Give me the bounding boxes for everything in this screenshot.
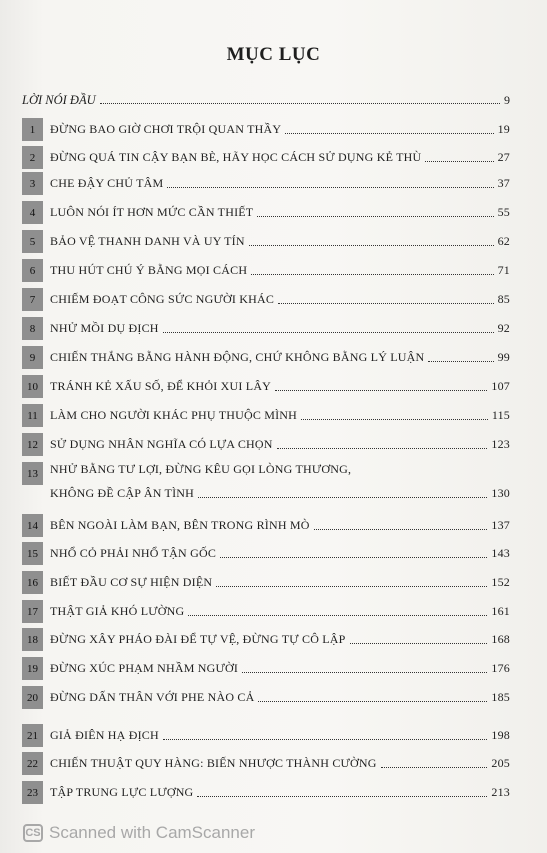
chapter-title: BÊN NGOÀI LÀM BẠN, BÊN TRONG RÌNH MÒ — [50, 518, 310, 532]
dot-leader — [350, 643, 488, 644]
chapter-number-badge: 20 — [22, 686, 43, 709]
toc-entry — [22, 514, 510, 537]
chapter-number-badge: 19 — [22, 657, 43, 680]
toc-entry — [22, 657, 510, 680]
chapter-page-number: 205 — [491, 756, 510, 770]
dot-leader — [251, 274, 493, 275]
chapter-title: TRÁNH KẺ XẤU SỐ, ĐỂ KHỎI XUI LÂY — [50, 379, 272, 393]
chapter-page-number: 37 — [497, 176, 510, 190]
chapter-page-number: 123 — [491, 437, 510, 451]
dot-leader — [100, 103, 500, 104]
dot-leader — [167, 187, 493, 188]
toc-entry — [22, 404, 510, 427]
chapter-page-number: 92 — [497, 321, 510, 335]
chapter-page-number: 143 — [491, 546, 510, 560]
dot-leader — [425, 161, 493, 162]
toc-entry — [22, 146, 510, 169]
chapter-title-block — [50, 288, 510, 311]
chapter-number-badge: 14 — [22, 514, 43, 537]
chapter-title-block — [50, 781, 510, 804]
chapter-title: CHIẾM ĐOẠT CÔNG SỨC NGƯỜI KHÁC — [50, 292, 275, 306]
chapter-title-block — [50, 118, 510, 141]
chapter-page-number: 152 — [491, 575, 510, 589]
chapter-title-block — [50, 514, 510, 537]
chapter-title-block — [50, 686, 510, 709]
chapter-title: CHE ĐẬY CHỦ TÂM — [50, 176, 164, 190]
dot-leader — [163, 332, 494, 333]
chapter-number-badge: 17 — [22, 600, 43, 623]
chapter-title: ĐỪNG XÂY PHÁO ĐÀI ĐỂ TỰ VỆ, ĐỪNG TỰ CÔ LẬP — [50, 632, 346, 646]
chapter-number-badge: 4 — [22, 201, 43, 224]
toc-entry — [22, 781, 510, 804]
chapter-number-badge: 2 — [22, 146, 43, 169]
chapter-title: NHỔ CỎ PHẢI NHỔ TẬN GỐC — [50, 546, 217, 560]
preface-page: 9 — [504, 93, 510, 107]
chapter-page-number: 55 — [497, 205, 510, 219]
dot-leader — [301, 419, 488, 420]
toc-entry — [22, 230, 510, 253]
chapter-number-badge: 9 — [22, 346, 43, 369]
chapter-page-number: 130 — [491, 486, 510, 500]
chapter-title: ĐỪNG XÚC PHẠM NHẦM NGƯỜI — [50, 661, 239, 675]
chapter-title-block — [50, 628, 510, 651]
dot-leader — [163, 739, 488, 740]
dot-leader — [275, 390, 487, 391]
dot-leader — [314, 529, 488, 530]
chapter-page-number: 27 — [497, 150, 510, 164]
chapter-title: ĐỪNG QUÁ TIN CẬY BẠN BÈ, HÃY HỌC CÁCH SỬ DỤNG KẺ THÙ — [50, 150, 422, 164]
toc-entry — [22, 752, 510, 775]
chapter-title: LÀM CHO NGƯỜI KHÁC PHỤ THUỘC MÌNH — [50, 408, 298, 422]
toc-entry — [22, 628, 510, 651]
chapter-page-number: 213 — [491, 785, 510, 799]
chapter-title: BIẾT ĐẦU CƠ SỰ HIỆN DIỆN — [50, 575, 213, 589]
chapter-number-badge: 21 — [22, 724, 43, 747]
toc-entry — [22, 600, 510, 623]
chapter-page-number: 168 — [491, 632, 510, 646]
dot-leader — [381, 767, 488, 768]
chapter-title-block — [50, 724, 510, 747]
chapter-title: CHIẾN THUẬT QUY HÀNG: BIẾN NHƯỢC THÀNH CƯỜNG — [50, 756, 377, 770]
chapter-number-badge: 16 — [22, 571, 43, 594]
chapter-title-block — [50, 146, 510, 169]
chapter-number-badge: 8 — [22, 317, 43, 340]
toc-entry — [22, 542, 510, 565]
toc-entry — [22, 375, 510, 398]
toc-entry — [22, 686, 510, 709]
dot-leader — [278, 303, 494, 304]
chapter-number-badge: 3 — [22, 172, 43, 195]
chapter-title-block — [50, 346, 510, 369]
chapter-title-block — [50, 201, 510, 224]
chapter-page-number: 137 — [491, 518, 510, 532]
toc-entry — [22, 201, 510, 224]
chapter-title: THẬT GIẢ KHÓ LƯỜNG — [50, 604, 185, 618]
chapter-page-number: 85 — [497, 292, 510, 306]
toc-entry — [22, 346, 510, 369]
chapter-title-block — [50, 542, 510, 565]
chapter-number-badge: 10 — [22, 375, 43, 398]
chapter-title: CHIẾN THẮNG BẰNG HÀNH ĐỘNG, CHỨ KHÔNG BẰNG LÝ LUẬN — [50, 350, 425, 364]
chapter-title: NHỬ BẰNG TƯ LỢI, ĐỪNG KÊU GỌI LÒNG THƯƠNG, — [50, 462, 352, 476]
chapter-title: ĐỪNG BAO GIỜ CHƠI TRỘI QUAN THẦY — [50, 122, 282, 136]
dot-leader — [188, 615, 487, 616]
chapter-title-block — [50, 600, 510, 623]
chapter-number-badge: 23 — [22, 781, 43, 804]
chapter-number-badge: 6 — [22, 259, 43, 282]
dot-leader — [257, 216, 493, 217]
chapter-page-number: 71 — [497, 263, 510, 277]
chapter-title: NHỬ MỒI DỤ ĐỊCH — [50, 321, 159, 335]
chapter-number-badge: 7 — [22, 288, 43, 311]
toc-entry — [22, 288, 510, 311]
chapter-title-block — [50, 317, 510, 340]
dot-leader — [198, 497, 487, 498]
chapter-title: KHÔNG ĐỀ CẬP ÂN TÌNH — [50, 486, 194, 500]
preface-label: LỜI NÓI ĐẦU — [22, 93, 96, 107]
chapter-number-badge: 13 — [22, 462, 43, 485]
chapter-title: TẬP TRUNG LỰC LƯỢNG — [50, 785, 194, 799]
toc-entry — [22, 571, 510, 594]
chapter-number-badge: 5 — [22, 230, 43, 253]
chapter-number-badge: 1 — [22, 118, 43, 141]
chapter-page-number: 99 — [497, 350, 510, 364]
chapter-page-number: 62 — [497, 234, 510, 248]
toc-entry — [22, 259, 510, 282]
chapter-title-block — [50, 172, 510, 195]
chapter-number-badge: 22 — [22, 752, 43, 775]
camscanner-logo-icon: CS — [23, 824, 43, 842]
dot-leader — [277, 448, 488, 449]
chapter-number-badge: 11 — [22, 404, 43, 427]
chapter-title: BẢO VỆ THANH DANH VÀ UY TÍN — [50, 234, 245, 248]
preface-entry — [22, 90, 510, 108]
toc-entry — [22, 172, 510, 195]
chapter-title: SỬ DỤNG NHÂN NGHĨA CÓ LỰA CHỌN — [50, 437, 273, 451]
chapter-title-block — [50, 657, 510, 680]
dot-leader — [220, 557, 487, 558]
toc-entry — [22, 462, 510, 501]
page-title: MỤC LỤC — [226, 44, 321, 65]
chapter-number-badge: 12 — [22, 433, 43, 456]
toc-entry — [22, 724, 510, 747]
dot-leader — [249, 245, 494, 246]
dot-leader — [242, 672, 487, 673]
camscanner-watermark — [23, 823, 255, 843]
chapter-page-number: 176 — [491, 661, 510, 675]
chapter-page-number: 115 — [491, 408, 510, 422]
chapter-page-number: 161 — [491, 604, 510, 618]
chapter-number-badge: 15 — [22, 542, 43, 565]
chapter-page-number: 19 — [497, 122, 510, 136]
toc-entry — [22, 118, 510, 141]
chapter-title: ĐỪNG DẤN THÂN VỚI PHE NÀO CẢ — [50, 690, 255, 704]
chapter-number-badge: 18 — [22, 628, 43, 651]
chapter-title-block — [50, 752, 510, 775]
chapter-title-block — [50, 230, 510, 253]
chapter-page-number: 185 — [491, 690, 510, 704]
chapter-title: THU HÚT CHÚ Ý BẰNG MỌI CÁCH — [50, 263, 248, 277]
watermark-text: Scanned with CamScanner — [49, 823, 256, 842]
dot-leader — [197, 796, 487, 797]
dot-leader — [258, 701, 487, 702]
dot-leader — [428, 361, 493, 362]
chapter-title-block — [50, 433, 510, 456]
dot-leader — [285, 133, 493, 134]
chapter-title-block — [50, 462, 510, 501]
chapter-page-number: 198 — [491, 728, 510, 742]
chapter-page-number: 107 — [491, 379, 510, 393]
chapter-title-block — [50, 404, 510, 427]
chapter-title-block — [50, 259, 510, 282]
toc-entry — [22, 433, 510, 456]
chapter-title: LUÔN NÓI ÍT HƠN MỨC CẦN THIẾT — [50, 205, 254, 219]
chapter-title: GIẢ ĐIÊN HẠ ĐỊCH — [50, 728, 159, 742]
toc-entry — [22, 317, 510, 340]
chapter-title-block — [50, 375, 510, 398]
chapter-title-block — [50, 571, 510, 594]
dot-leader — [216, 586, 487, 587]
